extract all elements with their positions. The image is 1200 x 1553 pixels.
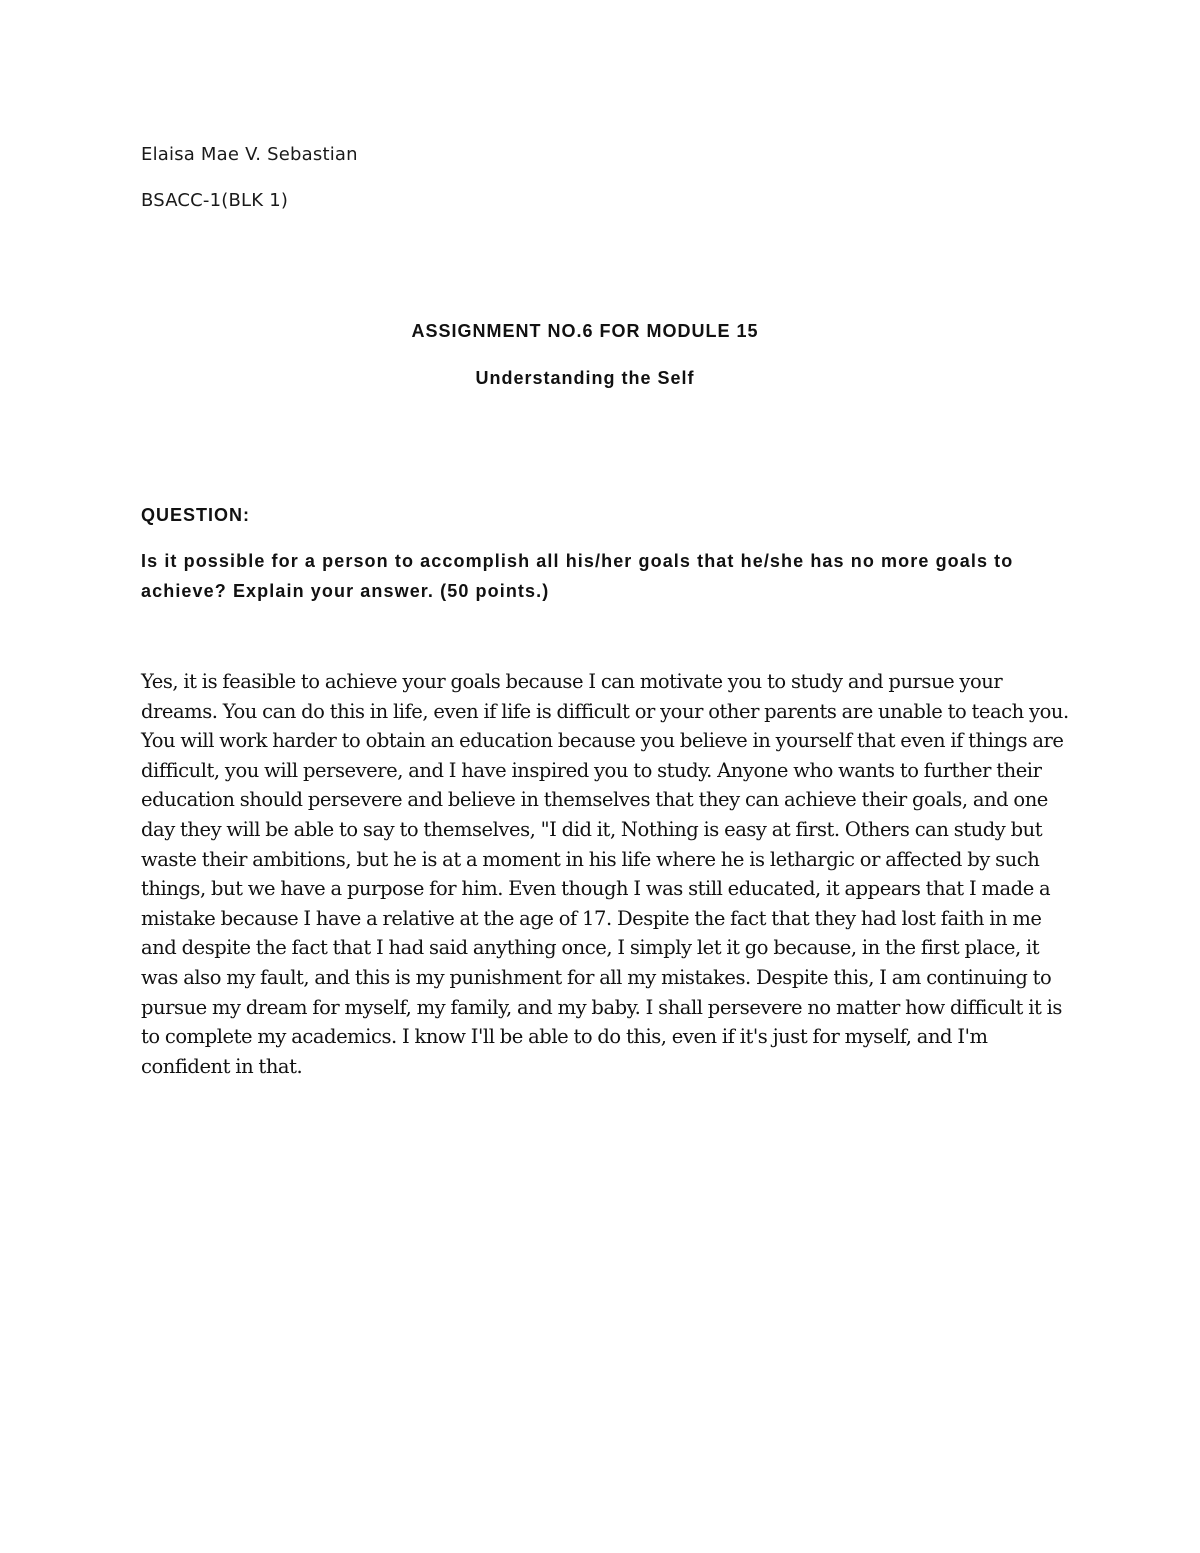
answer-paragraph: Yes, it is feasible to achieve your goals because I can motivate you to study and pursue your dreams. You can do this in life, even if life is difficult or your other parents are unable to teach you. You will work harder to obtain an education because you believe in yourself that even if things are difficult, you will persevere, and I have inspired you to study. Anyone who wants to further their education should persevere and believe in themselves that they can achieve their goals, and one day they will be able to say to themselves, "I did it, Nothing is easy at first. Others can study but waste their ambitions, but he is at a moment in his life where he is lethargic or affected by such things, but we have a purpose for him. Even though I was still educated, it appears that I made a mistake because I have a relative at the age of 17. Despite the fact that they had lost faith in me and despite the fact that I had said anything once, I simply let it go because, in the first place, it was also my fault, and this is my punishment for all my mistakes. Despite this, I am continuing to pursue my dream for myself, my family, and my baby. I shall persevere no matter how difficult it is to complete my academics. I know I'll be able to do this, even if it's just for myself, and I'm confident in that. bbox=[141, 670, 1069, 1078]
student-name: Elaisa Mae V. Sebastian bbox=[141, 144, 358, 165]
student-course: BSACC-1(BLK 1) bbox=[141, 190, 289, 211]
assignment-subtitle: Understanding the Self bbox=[475, 368, 695, 388]
question-label: QUESTION: bbox=[141, 505, 251, 525]
assignment-title: ASSIGNMENT NO.6 FOR MODULE 15 bbox=[411, 321, 759, 341]
question-text: Is it possible for a person to accomplish all his/her goals that he/she has no more goals to achieve? Explain your answer. (50 points.) bbox=[141, 551, 1014, 601]
